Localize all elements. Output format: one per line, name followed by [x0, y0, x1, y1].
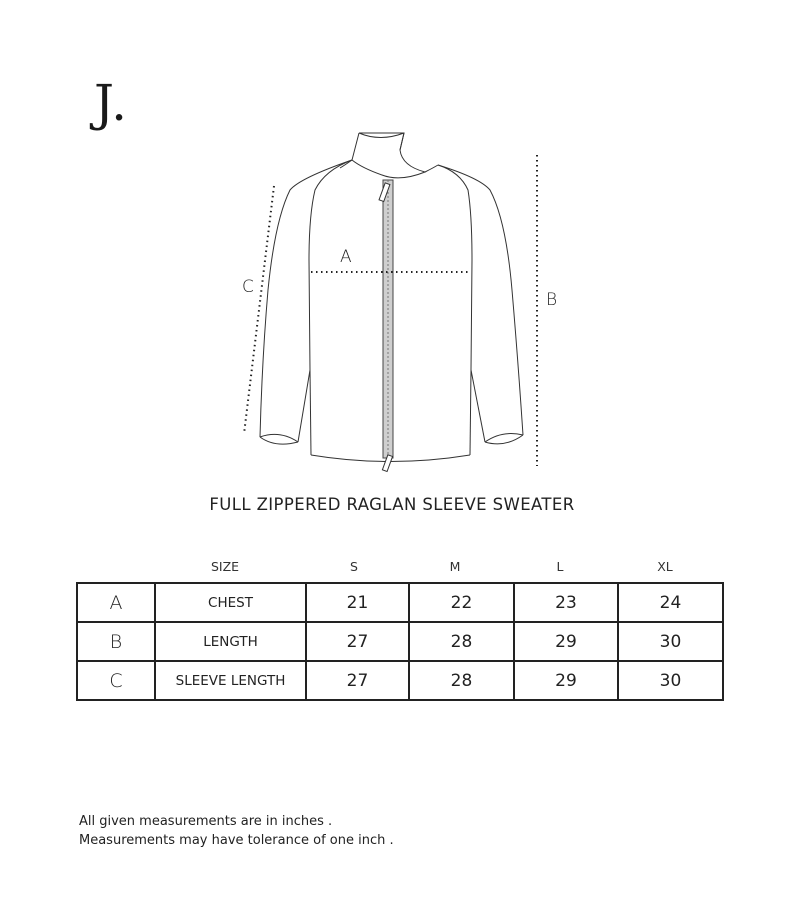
size-value: 28	[409, 622, 514, 661]
size-value: 23	[514, 583, 618, 622]
size-value: 28	[409, 661, 514, 700]
note-tolerance: Measurements may have tolerance of one inch .	[79, 833, 394, 848]
length-dimension-label: B	[546, 290, 558, 310]
table-row	[77, 661, 723, 700]
table-row	[77, 583, 723, 622]
measurement-name: SLEEVE LENGTH	[155, 661, 306, 700]
size-header-label: SIZE	[210, 559, 240, 574]
product-title: FULL ZIPPERED RAGLAN SLEEVE SWEATER	[209, 495, 575, 514]
size-chart-table	[76, 582, 724, 701]
measurement-notes	[79, 812, 394, 850]
chest-dimension-label: A	[340, 247, 352, 267]
size-value: 24	[618, 583, 723, 622]
row-code: B	[77, 622, 155, 661]
measurement-name: CHEST	[155, 583, 306, 622]
sleeve-dimension-label: C	[242, 277, 254, 297]
row-code: A	[77, 583, 155, 622]
table-row	[77, 622, 723, 661]
size-value: 27	[306, 622, 409, 661]
size-header-xl: XL	[657, 559, 673, 574]
size-value: 29	[514, 622, 618, 661]
note-units: All given measurements are in inches .	[79, 814, 333, 829]
size-value: 30	[618, 661, 723, 700]
measurement-name: LENGTH	[155, 622, 306, 661]
size-value: 22	[409, 583, 514, 622]
row-code: C	[77, 661, 155, 700]
brand-logo: J.	[94, 74, 129, 132]
size-value: 27	[306, 661, 409, 700]
size-value: 29	[514, 661, 618, 700]
size-value: 21	[306, 583, 409, 622]
size-header-s: S	[350, 559, 358, 574]
size-header-l: L	[556, 559, 564, 574]
size-value: 30	[618, 622, 723, 661]
size-header-m: M	[449, 559, 461, 574]
